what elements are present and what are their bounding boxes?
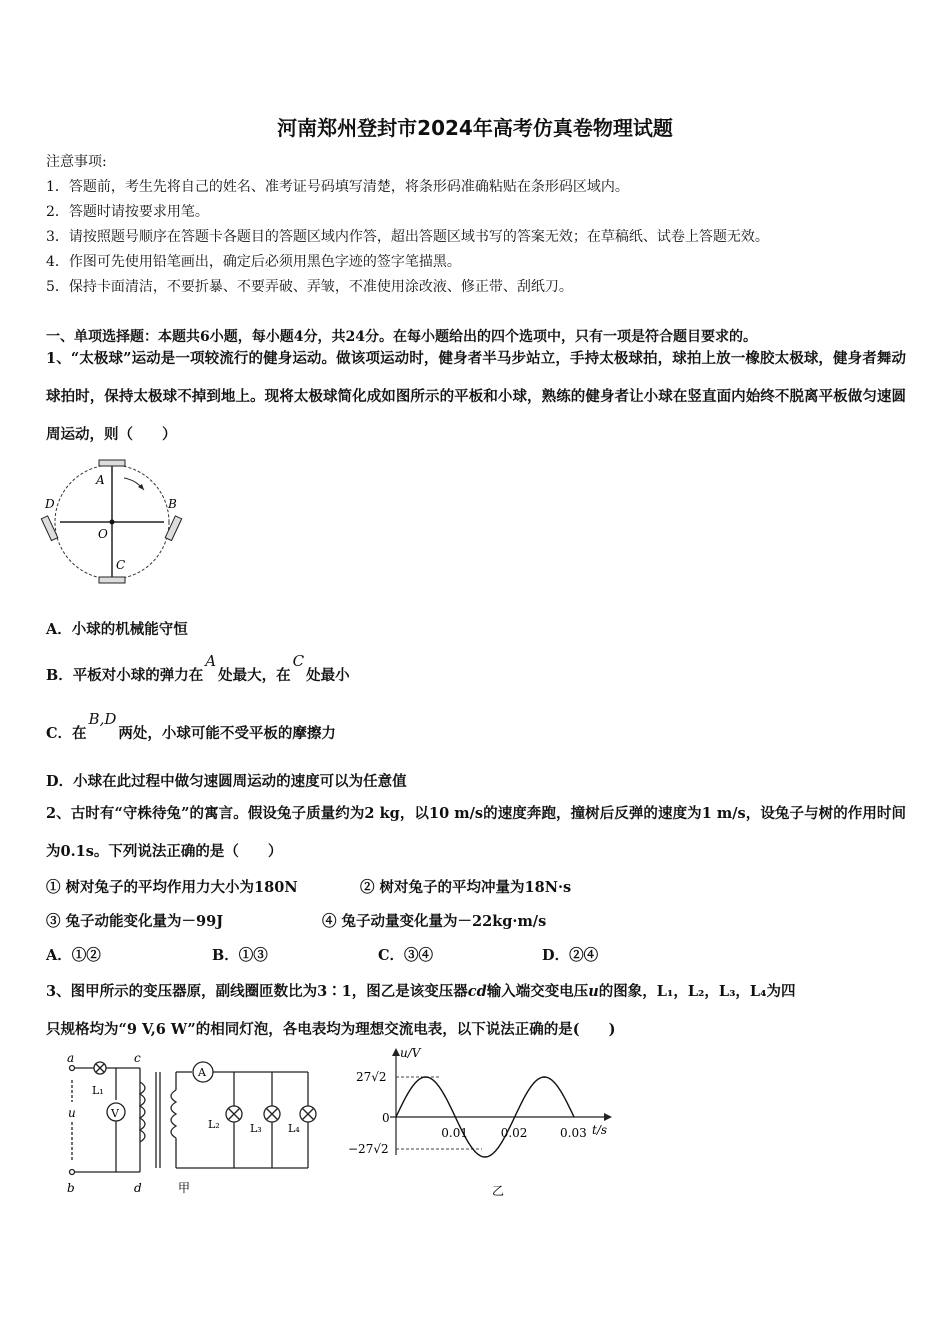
circuit-label-l3: L₃ [250,1122,262,1135]
circuit-label-u: u [68,1106,76,1120]
q1-figure [40,456,200,586]
q1-stem: 1、“太极球”运动是一项较流行的健身运动。做该项运动时，健身者半马步站立，手持太极球拍，球拍上放一橡胶太极球，健身者舞动球拍时，保持太极球不掉到地上。现将太极球简化成如图所示的平板和小球，熟练的健身者让小球在竖直面内始终不脱离平板做匀速圆周运动，则（ ） [46,350,906,443]
graph-ymin-label: −27√2 [348,1142,389,1156]
notice-item: 4．作图可先使用铅笔画出，确定后必须用黑色字迹的签字笔描黑。 [46,254,461,270]
circuit-label-l2: L₂ [208,1118,220,1131]
circuit-label-c: c [134,1051,141,1065]
x-tick-label: 0.01 [441,1126,469,1140]
x-tick-label: 0.02 [500,1126,528,1140]
section-heading: 一、单项选择题：本题共6小题，每小题4分，共24分。在每小题给出的四个选项中，只有一项是符合题目要求的。 [46,329,757,345]
graph-xlabel: t/s [592,1123,608,1137]
page-title: 河南郑州登封市2024年高考仿真卷物理试题 [277,116,673,140]
ammeter-label: A [198,1066,206,1079]
q2-statement-4: ④ 兔子动量变化量为－22kg·m/s [322,913,547,930]
q1-option-d: D．小球在此过程中做匀速圆周运动的速度可以为任意值 [46,773,407,790]
q2-choice-c: C．③④ [378,947,434,964]
circuit-label-a: a [67,1051,75,1065]
circuit-label-b: b [67,1181,75,1195]
graph-origin-label: 0 [382,1111,390,1125]
circuit-caption: 甲 [178,1181,191,1195]
q3-stem-line2: 只规格均为“9 V,6 W”的相同灯泡，各电表均为理想交流电表，以下说法正确的是( ) [46,1021,616,1038]
notice-item: 5．保持卡面清洁，不要折暴、不要弄破、弄皱，不准使用涂改液、修正带、刮纸刀。 [46,279,573,295]
circuit-label-l4: L₄ [288,1122,300,1135]
notice-item: 2．答题时请按要求用笔。 [46,204,209,220]
voltmeter-label: V [111,1107,119,1120]
notice-item: 3．请按照题号顺序在答题卡各题目的答题区域内作答，超出答题区域书写的答案无效；在草稿纸、试卷上答题无效。 [46,229,769,245]
q3-voltage-graph [340,1045,630,1205]
q2-choice-a: A．①② [46,947,101,964]
q3-circuit-figure [58,1050,338,1200]
fig-label-o: O [98,527,108,541]
q2-choice-d: D．②④ [542,947,599,964]
q2-statement-1: ① 树对兔子的平均作用力大小为180N [46,879,298,896]
fig-label-c: C [116,558,126,572]
fig-label-a: A [96,473,105,487]
fig-label-d: D [45,497,55,511]
q1-option-b: B．平板对小球的弹力在A处最大，在C处最小 [46,652,350,684]
q1-option-a: A．小球的机械能守恒 [46,621,188,638]
graph-caption: 乙 [492,1184,505,1198]
notice-item: 1．答题前，考生先将自己的姓名、准考证号码填写清楚，将条形码准确粘贴在条形码区域内。 [46,179,629,195]
q2-statement-3: ③ 兔子动能变化量为－99J [46,913,224,930]
notice-heading: 注意事项: [46,154,107,170]
circuit-label-d: d [134,1181,142,1195]
q2-choice-b: B．①③ [212,947,268,964]
q2-statement-2: ② 树对兔子的平均冲量为18N·s [360,879,572,896]
graph-ylabel: u/V [400,1046,421,1060]
q1-option-c: C．在B,D两处，小球可能不受平板的摩擦力 [46,710,336,742]
q3-stem-line1: 3、图甲所示的变压器原，副线圈匝数比为3∶1，图乙是该变压器cd输入端交变电压u的图象，L₁，L₂，L₃，L₄为四 [46,983,796,1000]
q2-stem: 2、古时有“守株待兔”的寓言。假设兔子质量约为2 kg，以10 m/s的速度奔跑，撞树后反弹的速度为1 m/s，设兔子与树的作用时间为0.1s。下列说法正确的是（ ） [46,805,906,860]
circuit-label-l1: L₁ [92,1084,104,1097]
graph-ymax-label: 27√2 [356,1070,387,1084]
fig-label-b: B [168,497,177,511]
x-tick-label: 0.03 [560,1126,587,1140]
